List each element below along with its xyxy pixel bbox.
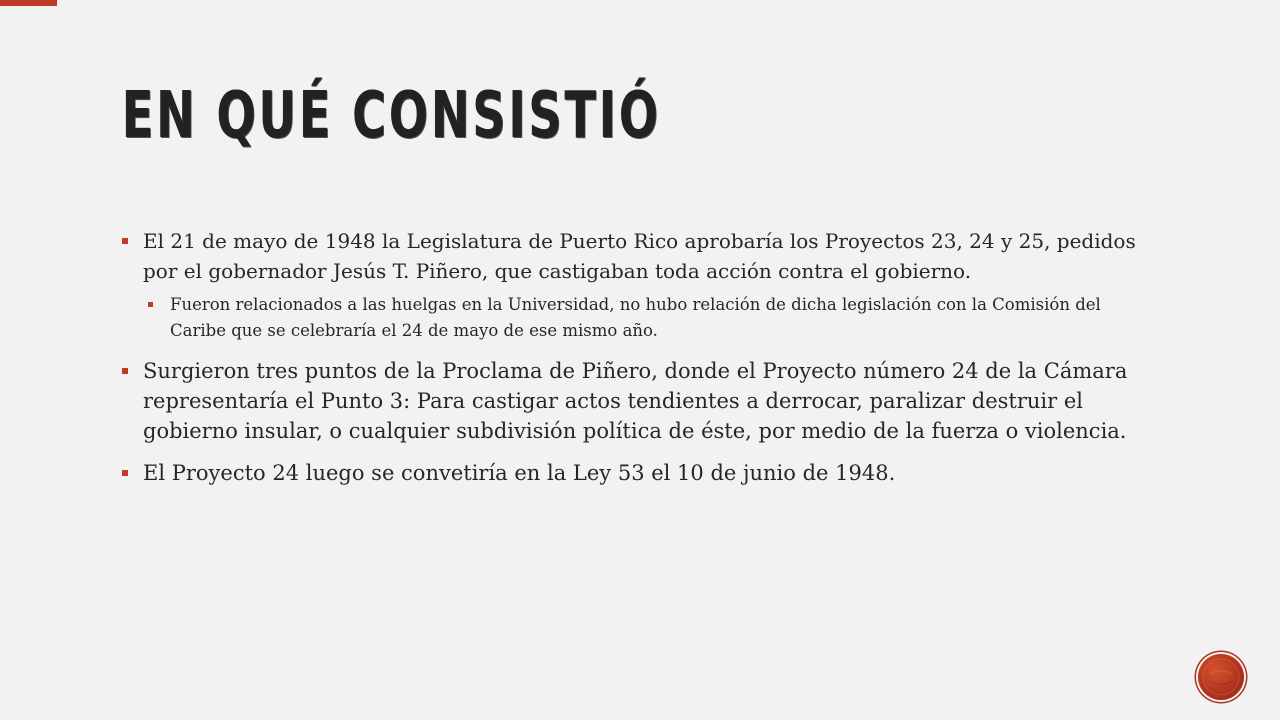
slide-title: EN QUÉ CONSISTIÓ [122,79,662,153]
bullet-item [120,356,1160,446]
logo-texture [1198,654,1244,700]
accent-bar [0,0,57,6]
bullet-text: El 21 de mayo de 1948 la Legislatura de Puerto Rico aprobaría los Proyectos 23, 24 y 25, pedidos por el gobernador Jesús T. Piñero, que castigaban toda acción contra el gobierno. [143,229,1136,283]
square-bullet-icon [122,368,128,374]
sub-bullet-text: Fueron relacionados a las huelgas en la Universidad, no hubo relación de dicha legislación con la Comisión del Caribe que se celebraría el 24 de mayo de ese mismo año. [170,295,1101,340]
sub-bullet-item [146,292,1160,344]
square-bullet-icon [148,302,153,307]
bullet-item [120,226,1160,286]
bullet-item [120,458,1160,488]
bullet-text: El Proyecto 24 luego se convetiría en la Ley 53 el 10 de junio de 1948. [143,461,896,485]
red-circle-logo-icon [1198,654,1244,700]
square-bullet-icon [122,238,128,244]
bullet-text: Surgieron tres puntos de la Proclama de Piñero, donde el Proyecto número 24 de la Cámara representaría el Punto 3: Para castigar actos tendientes a derrocar, paralizar destruir el gobierno insular, o cualquier subdivisión política de éste, por medio de la fuerza o violencia. [143,359,1128,443]
slide-body [120,226,1160,494]
square-bullet-icon [122,470,128,476]
